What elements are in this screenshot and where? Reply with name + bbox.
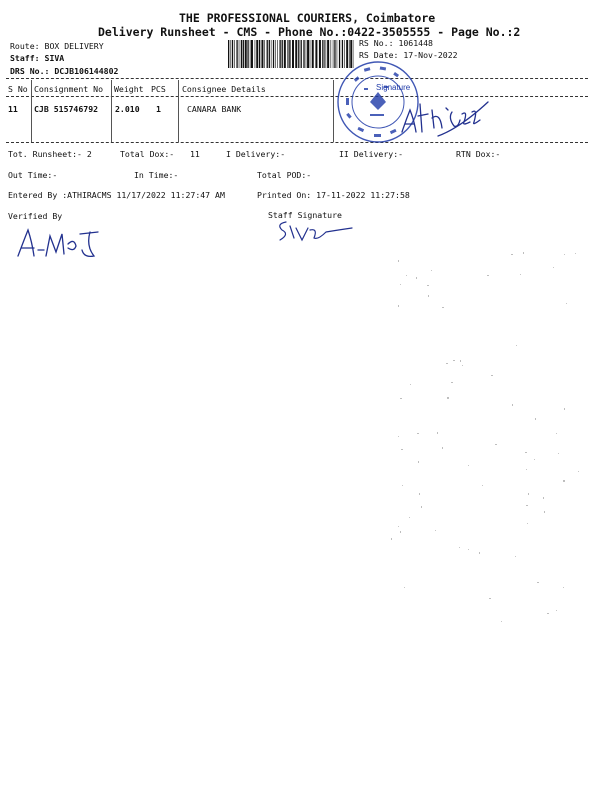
- barcode-bar: [228, 40, 229, 68]
- total-runsheet: Tot. Runsheet:- 2: [8, 149, 92, 159]
- scan-speck: [402, 485, 403, 486]
- scan-speck: [400, 398, 401, 399]
- verified-by-label: Verified By: [8, 211, 63, 221]
- barcode-bar: [307, 40, 309, 68]
- scan-speck: [578, 471, 579, 472]
- scan-speck: [468, 465, 469, 466]
- scan-speck: [451, 382, 452, 383]
- scan-speck: [495, 444, 496, 445]
- barcode-bar: [312, 40, 314, 68]
- cell-weight: 2.010: [115, 104, 140, 114]
- scan-speck: [525, 452, 526, 453]
- barcode-bar: [269, 40, 270, 68]
- scan-speck: [404, 587, 405, 588]
- barcode-bar: [295, 40, 297, 68]
- scan-speck: [482, 485, 483, 486]
- entered-by: Entered By :ATHIRACMS 11/17/2022 11:27:47 AM: [8, 190, 225, 200]
- staff-signature: [274, 218, 354, 244]
- scan-speck: [410, 384, 411, 385]
- barcode-bar: [267, 40, 268, 68]
- barcode-bar: [287, 40, 288, 68]
- barcode-bar: [322, 40, 323, 68]
- barcode-bar: [243, 40, 244, 68]
- barcode-bar: [247, 40, 248, 68]
- rs-date-value: 17-Nov-2022: [403, 50, 458, 60]
- cell-consignment: CJB 515746792: [34, 104, 99, 114]
- scan-speck: [400, 531, 401, 532]
- total-dox-value: 11: [190, 149, 200, 159]
- scan-speck: [523, 252, 524, 253]
- scan-speck: [512, 404, 513, 405]
- scan-speck: [437, 432, 438, 433]
- staff-line: [10, 53, 64, 63]
- scan-speck: [447, 397, 448, 398]
- in-time: In Time:-: [134, 170, 179, 180]
- scan-speck: [462, 365, 463, 366]
- scan-speck: [431, 270, 432, 271]
- rs-value: 1061448: [398, 38, 433, 48]
- scan-speck: [435, 530, 436, 531]
- scan-speck: [527, 523, 528, 524]
- scan-speck: [460, 360, 461, 361]
- barcode-bar: [324, 40, 325, 68]
- scan-speck: [428, 295, 429, 296]
- scan-speck: [391, 538, 392, 539]
- barcode-bar: [250, 40, 251, 68]
- scan-speck: [398, 260, 399, 261]
- rule-top: [6, 78, 588, 79]
- barcode-bar: [284, 40, 286, 68]
- barcode-bar: [236, 40, 237, 68]
- i-delivery: I Delivery:-: [226, 149, 286, 159]
- drs-line: [10, 66, 118, 76]
- staff-value: SIVA: [44, 53, 65, 63]
- scan-speck: [416, 277, 417, 278]
- scan-speck: [556, 610, 557, 611]
- scan-speck: [501, 621, 502, 622]
- rtn-dox: RTN Dox:-: [456, 149, 501, 159]
- scan-speck: [528, 493, 529, 494]
- scan-speck: [406, 275, 407, 276]
- barcode-bar: [315, 40, 317, 68]
- col-header-consignment: Consignment No: [34, 84, 104, 94]
- scan-speck: [535, 418, 536, 419]
- drs-value: DCJB106144802: [54, 66, 119, 76]
- col-separator: [111, 80, 112, 142]
- rs-label: RS No.:: [359, 38, 394, 48]
- scan-speck: [564, 408, 565, 409]
- scan-speck: [479, 552, 480, 553]
- rule-header: [6, 96, 588, 97]
- scan-speck: [547, 613, 548, 614]
- scan-speck: [446, 363, 447, 364]
- scan-speck: [421, 506, 422, 507]
- barcode-bar: [292, 40, 294, 68]
- scan-speck: [563, 587, 564, 588]
- barcode-bar: [301, 40, 302, 68]
- scan-speck: [398, 305, 399, 306]
- rs-no-line: [359, 38, 433, 48]
- scan-speck: [401, 449, 402, 450]
- barcode-bar: [331, 40, 332, 68]
- scan-speck: [566, 303, 567, 304]
- barcode-bar: [327, 40, 329, 68]
- barcode-bar: [298, 40, 299, 68]
- scan-speck: [516, 345, 517, 346]
- scan-speck: [553, 267, 554, 268]
- barcode-bar: [288, 40, 289, 68]
- scan-speck: [489, 598, 490, 599]
- col-separator: [31, 80, 32, 142]
- scan-speck: [398, 436, 399, 437]
- stamp-handwritten-signature: [398, 96, 490, 140]
- cell-pcs: 1: [156, 104, 161, 114]
- ii-delivery: II Delivery:-: [339, 149, 404, 159]
- scan-speck: [459, 547, 460, 548]
- barcode-bar: [256, 40, 258, 68]
- route-label: Route:: [10, 41, 40, 51]
- drs-label: DRS No.:: [10, 66, 50, 76]
- printed-on: Printed On: 17-11-2022 11:27:58: [257, 190, 410, 200]
- scan-speck: [418, 461, 419, 462]
- barcode-bar: [303, 40, 304, 68]
- rs-date-label: RS Date:: [359, 50, 399, 60]
- barcode-bar: [234, 40, 235, 68]
- total-pod: Total POD:-: [257, 170, 312, 180]
- barcode-bar: [255, 40, 256, 68]
- barcode-bar: [273, 40, 274, 68]
- scan-speck: [520, 274, 521, 275]
- scan-speck: [575, 253, 576, 254]
- barcode-bar: [239, 40, 240, 68]
- scan-speck: [564, 254, 565, 255]
- scan-speck: [515, 556, 516, 557]
- barcode-bar: [261, 40, 263, 68]
- barcode-bar: [251, 40, 253, 68]
- barcode-bar: [277, 40, 278, 68]
- barcode-bar: [306, 40, 307, 68]
- scan-speck: [453, 360, 454, 361]
- barcode-bar: [264, 40, 265, 68]
- scan-speck: [468, 549, 469, 550]
- scan-speck: [544, 511, 545, 512]
- col-header-consignee: Consignee Details: [182, 84, 266, 94]
- scan-speck: [526, 469, 527, 470]
- barcode-bar: [245, 40, 247, 68]
- scan-speck: [534, 459, 535, 460]
- barcode-bar: [282, 40, 283, 68]
- scan-speck: [417, 433, 418, 434]
- scan-speck: [409, 517, 410, 518]
- scan-speck: [400, 284, 401, 285]
- scan-speck: [543, 497, 544, 498]
- col-header-weight: Weight: [114, 84, 144, 94]
- col-separator: [178, 80, 179, 142]
- barcode-bar: [271, 40, 272, 68]
- barcode-bar: [310, 40, 311, 68]
- staff-label: Staff:: [10, 53, 40, 63]
- cell-sno: 11: [8, 104, 18, 114]
- route-line: [10, 41, 104, 51]
- scan-speck: [427, 285, 428, 286]
- runsheet-title: Delivery Runsheet - CMS - Phone No.:0422-3505555 - Page No.:2: [98, 25, 521, 39]
- barcode-bar: [326, 40, 327, 68]
- col-header-sno: S No: [8, 84, 28, 94]
- scan-speck: [537, 582, 538, 583]
- scan-speck: [563, 480, 564, 481]
- total-dox-label: Total Dox:-: [120, 149, 175, 159]
- scan-speck: [511, 254, 512, 255]
- col-header-pcs: PCS: [151, 84, 166, 94]
- stamp-signature-word: Signature: [376, 83, 411, 92]
- barcode-bar: [230, 40, 231, 68]
- barcode-bar: [290, 40, 291, 68]
- scan-speck: [491, 375, 492, 376]
- scan-speck: [419, 493, 420, 494]
- scan-speck: [442, 447, 443, 448]
- verified-by-signature: [14, 226, 114, 260]
- scan-speck: [558, 453, 559, 454]
- rule-bottom: [6, 142, 588, 143]
- scan-speck: [442, 307, 443, 308]
- company-name: THE PROFESSIONAL COURIERS, Coimbatore: [179, 11, 436, 25]
- scan-speck: [398, 526, 399, 527]
- barcode-bar: [232, 40, 233, 68]
- route-value: BOX DELIVERY: [44, 41, 104, 51]
- barcode-bar: [319, 40, 321, 68]
- scan-speck: [487, 275, 488, 276]
- staff-signature-label: Staff Signature: [268, 210, 342, 220]
- scan-speck: [556, 433, 557, 434]
- barcode-bar: [275, 40, 276, 68]
- barcode-bar: [241, 40, 242, 68]
- barcode-bar: [279, 40, 280, 68]
- out-time: Out Time:-: [8, 170, 58, 180]
- barcode-bar: [259, 40, 260, 68]
- scan-speck: [526, 505, 527, 506]
- cell-consignee: CANARA BANK: [187, 104, 242, 114]
